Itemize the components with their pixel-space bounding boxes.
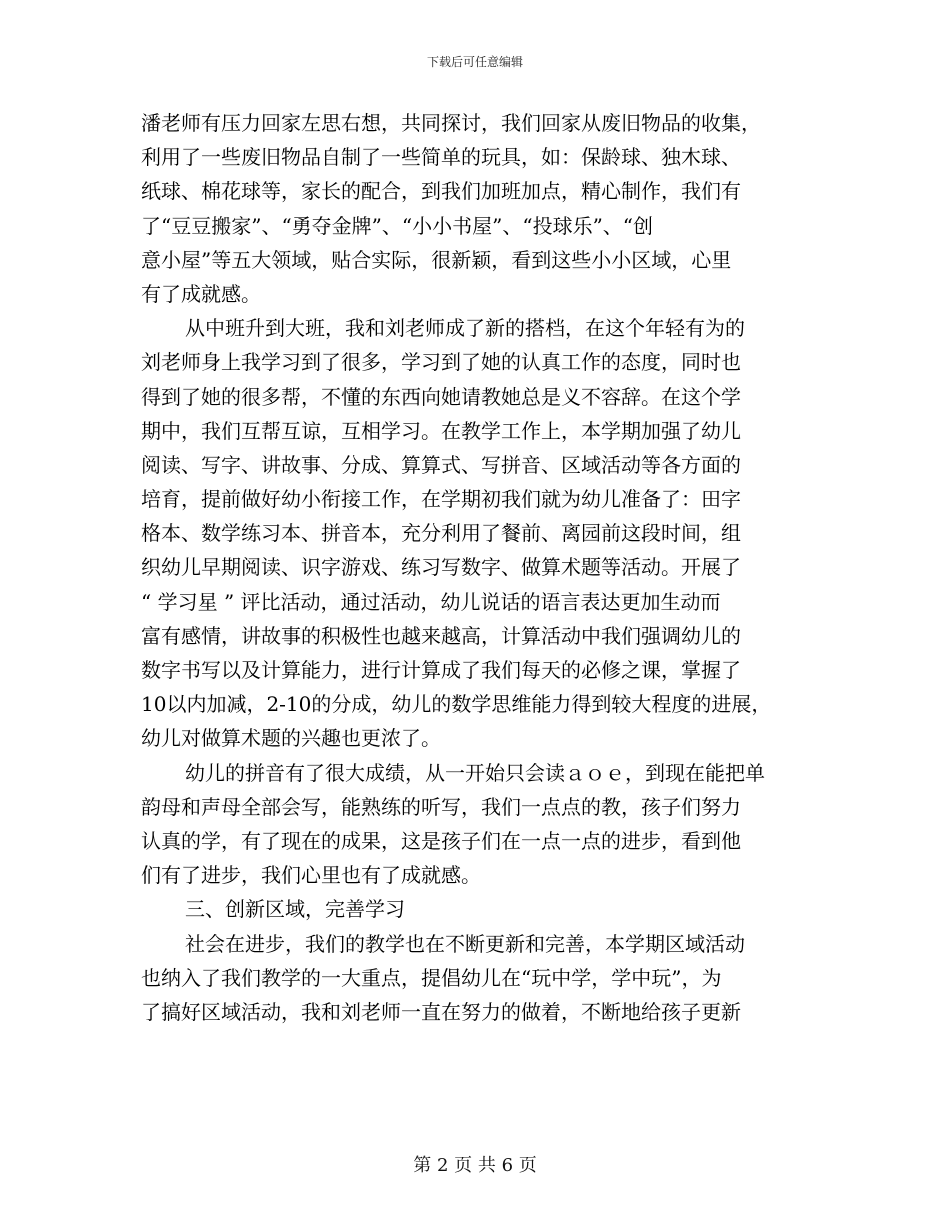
- text-line: 韵母和声母全部会写，能熟练的听写，我们一点点的教，孩子们努力: [141, 794, 741, 819]
- text-line: 有了成就感。: [141, 281, 261, 306]
- text-line: 们有了进步，我们心里也有了成就感。: [141, 863, 481, 888]
- section-heading: 三、创新区域，完善学习: [185, 897, 405, 922]
- text-line: 意小屋”等五大领域，贴合实际，很新颖，看到这些小小区域，心里: [141, 247, 732, 272]
- text-line: 潘老师有压力回家左思右想，共同探讨，我们回家从废旧物品的收集，: [141, 111, 761, 135]
- text-line: 数字书写以及计算能力，进行计算成了我们每天的必修之课，掌握了: [141, 658, 741, 682]
- paragraph-start-line: 社会在进步，我们的教学也在不断更新和完善，本学期区域活动: [185, 931, 745, 956]
- text-line: 了“豆豆搬家”、“勇夺金牌”、“小小书屋”、“投球乐”、“创: [141, 213, 654, 238]
- text-line: 期中，我们互帮互谅，互相学习。在教学工作上，本学期加强了幼儿: [141, 418, 741, 443]
- text-line: 10以内加减，2-10的分成，幼儿的数学思维能力得到较大程度的进展，: [141, 692, 772, 717]
- page-header: 下载后可任意编辑: [426, 55, 523, 69]
- text-line: 也纳入了我们教学的一大重点，提倡幼儿在“玩中学，学中玩”，为: [141, 965, 722, 990]
- text-line: 格本、数学练习本、拼音本，充分利用了餐前、离园前这段时间，组: [141, 521, 741, 546]
- text-line: 阅读、写字、讲故事、分成、算算式、写拼音、区域活动等各方面的: [141, 452, 741, 477]
- paragraph-start-line: 从中班升到大班，我和刘老师成了新的搭档，在这个年轻有为的: [185, 316, 745, 341]
- paragraph-start-line: 幼儿的拼音有了很大成绩，从一开始只会读ａｏｅ，到现在能把单: [185, 760, 765, 785]
- text-line: 纸球、棉花球等，家长的配合，到我们加班加点，精心制作，我们有: [141, 179, 741, 204]
- text-line: 了搞好区域活动，我和刘老师一直在努力的做着，不断地给孩子更新: [141, 999, 741, 1024]
- text-line: 刘老师身上我学习到了很多，学习到了她的认真工作的态度，同时也: [141, 350, 741, 375]
- document-body: [141, 106, 821, 1029]
- text-line: “ 学习星 ” 评比活动，通过活动，幼儿说话的语言表达更加生动而: [141, 589, 721, 614]
- text-line: 富有感情，讲故事的积极性也越来越高，计算活动中我们强调幼儿的: [141, 623, 741, 648]
- text-line: 认真的学，有了现在的成果，这是孩子们在一点一点的进步，看到他: [141, 828, 741, 853]
- text-line: 培育，提前做好幼小衔接工作，在学期初我们就为幼儿准备了：田字: [141, 487, 741, 512]
- text-line: 得到了她的很多帮，不懂的东西向她请教她总是义不容辞。在这个学: [141, 384, 741, 409]
- text-line: 利用了一些废旧物品自制了一些简单的玩具，如：保龄球、独木球、: [141, 145, 741, 170]
- text-line: 织幼儿早期阅读、识字游戏、练习写数字、做算术题等活动。开展了: [141, 555, 741, 580]
- page-number-footer: 第 2 页 共 6 页: [413, 1155, 537, 1176]
- text-line: 幼儿对做算术题的兴趣也更浓了。: [141, 726, 441, 751]
